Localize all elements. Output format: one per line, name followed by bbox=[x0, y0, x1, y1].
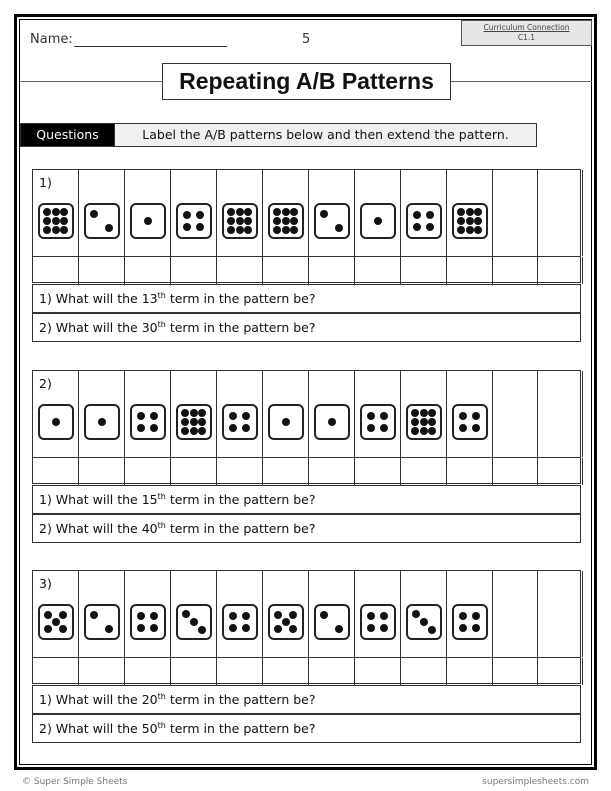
pattern-cell bbox=[217, 371, 263, 457]
question-text-prefix: 1) What will the bbox=[39, 291, 142, 306]
pattern-cell bbox=[309, 170, 355, 256]
die-pip bbox=[289, 625, 297, 633]
question-line[interactable] bbox=[32, 685, 581, 714]
die-pip bbox=[196, 211, 204, 219]
title-rule-left bbox=[20, 81, 162, 82]
label-answer-cell[interactable] bbox=[309, 458, 355, 485]
label-answer-cell[interactable] bbox=[493, 658, 538, 685]
pattern-grid bbox=[32, 570, 581, 684]
die-pip bbox=[236, 217, 244, 225]
label-answer-cell[interactable] bbox=[401, 658, 447, 685]
die-face-4-icon bbox=[222, 404, 258, 440]
die-face-1-icon bbox=[38, 404, 74, 440]
curriculum-code: C1.1 bbox=[517, 33, 536, 42]
label-answer-cell[interactable] bbox=[447, 658, 493, 685]
label-answer-cell[interactable] bbox=[309, 658, 355, 685]
label-answer-cell[interactable] bbox=[217, 658, 263, 685]
label-answer-cell[interactable] bbox=[538, 257, 583, 284]
die-face-4-icon bbox=[452, 604, 488, 640]
label-answer-cell[interactable] bbox=[171, 257, 217, 284]
question-text-prefix: 2) What will the bbox=[39, 320, 142, 335]
label-answer-cell[interactable] bbox=[171, 658, 217, 685]
die-pip bbox=[420, 618, 428, 626]
pattern-cell bbox=[125, 170, 171, 256]
ordinal-suffix: th bbox=[157, 319, 166, 329]
die-pip bbox=[244, 217, 252, 225]
die-pip bbox=[90, 611, 98, 619]
pattern-cell bbox=[79, 170, 125, 256]
questions-instruction: Label the A/B patterns below and then extend the pattern. bbox=[114, 124, 536, 146]
die-pip bbox=[190, 618, 198, 626]
question-text-rest: term in the pattern be? bbox=[165, 320, 316, 335]
pattern-cell bbox=[447, 371, 493, 457]
die-pip bbox=[150, 624, 158, 632]
die-pip bbox=[420, 418, 428, 426]
die-pip bbox=[374, 217, 382, 225]
die-pip bbox=[466, 217, 474, 225]
die-pip bbox=[367, 412, 375, 420]
pattern-cell bbox=[263, 571, 309, 657]
pattern-cell[interactable] bbox=[493, 571, 538, 657]
die-face-9-icon bbox=[268, 203, 304, 239]
label-answer-cell[interactable] bbox=[355, 658, 401, 685]
die-pip bbox=[412, 610, 420, 618]
pattern-cell bbox=[217, 571, 263, 657]
die-pip bbox=[411, 409, 419, 417]
pattern-cell bbox=[33, 371, 79, 457]
question-line[interactable] bbox=[32, 284, 581, 313]
die-pip bbox=[290, 217, 298, 225]
die-pip bbox=[227, 217, 235, 225]
die-pip bbox=[59, 611, 67, 619]
label-answer-cell[interactable] bbox=[125, 458, 171, 485]
die-pip bbox=[181, 427, 189, 435]
label-answer-cell[interactable] bbox=[493, 257, 538, 284]
die-pip bbox=[150, 424, 158, 432]
die-pip bbox=[242, 612, 250, 620]
die-pip bbox=[242, 624, 250, 632]
die-pip bbox=[474, 217, 482, 225]
die-pip bbox=[52, 208, 60, 216]
label-answer-cell[interactable] bbox=[447, 257, 493, 284]
die-pip bbox=[44, 611, 52, 619]
term-number: 13 bbox=[141, 291, 158, 306]
die-pip bbox=[198, 626, 206, 634]
label-answer-cell[interactable] bbox=[493, 458, 538, 485]
die-pip bbox=[59, 625, 67, 633]
label-answer-cell[interactable] bbox=[401, 458, 447, 485]
die-pip bbox=[290, 226, 298, 234]
question-line[interactable] bbox=[32, 714, 581, 743]
label-row bbox=[33, 256, 580, 284]
die-pip bbox=[105, 625, 113, 633]
die-face-4-icon bbox=[360, 604, 396, 640]
die-pip bbox=[380, 612, 388, 620]
die-pip bbox=[227, 208, 235, 216]
die-pip bbox=[90, 210, 98, 218]
pattern-cell bbox=[309, 371, 355, 457]
die-face-9-icon bbox=[406, 404, 442, 440]
title-rule-right bbox=[451, 81, 592, 82]
die-pip bbox=[181, 418, 189, 426]
die-pip bbox=[282, 618, 290, 626]
die-face-2-icon bbox=[84, 604, 120, 640]
die-pip bbox=[472, 412, 480, 420]
pattern-cell bbox=[217, 170, 263, 256]
die-pip bbox=[474, 226, 482, 234]
die-pip bbox=[273, 226, 281, 234]
die-face-5-icon bbox=[268, 604, 304, 640]
die-pip bbox=[428, 418, 436, 426]
die-pip bbox=[457, 217, 465, 225]
pattern-cell bbox=[355, 371, 401, 457]
footer-website: supersimplesheets.com bbox=[482, 777, 589, 787]
questions-label: Questions bbox=[21, 124, 114, 146]
question-text-prefix: 2) What will the bbox=[39, 521, 142, 536]
die-pip bbox=[274, 611, 282, 619]
die-pip bbox=[43, 226, 51, 234]
die-pip bbox=[411, 418, 419, 426]
die-face-2-icon bbox=[314, 604, 350, 640]
die-face-4-icon bbox=[176, 203, 212, 239]
die-pip bbox=[52, 226, 60, 234]
pattern-cell bbox=[401, 571, 447, 657]
question-line[interactable] bbox=[32, 514, 581, 543]
label-answer-cell[interactable] bbox=[171, 458, 217, 485]
label-answer-cell[interactable] bbox=[447, 458, 493, 485]
label-answer-cell[interactable] bbox=[538, 658, 583, 685]
die-pip bbox=[183, 211, 191, 219]
die-pip bbox=[137, 424, 145, 432]
die-pip bbox=[190, 427, 198, 435]
die-pip bbox=[457, 226, 465, 234]
die-pip bbox=[335, 625, 343, 633]
die-pip bbox=[242, 412, 250, 420]
die-pip bbox=[43, 208, 51, 216]
die-face-3-icon bbox=[406, 604, 442, 640]
ordinal-suffix: th bbox=[157, 520, 166, 530]
pattern-cell bbox=[125, 371, 171, 457]
curriculum-connection-box bbox=[461, 20, 592, 46]
question-text-rest: term in the pattern be? bbox=[165, 521, 316, 536]
die-pip bbox=[426, 211, 434, 219]
die-pip bbox=[320, 611, 328, 619]
die-face-4-icon bbox=[130, 604, 166, 640]
label-answer-cell[interactable] bbox=[79, 257, 125, 284]
pattern-cell bbox=[355, 170, 401, 256]
die-pip bbox=[428, 626, 436, 634]
label-answer-cell[interactable] bbox=[79, 658, 125, 685]
pattern-cell bbox=[171, 170, 217, 256]
label-answer-cell[interactable] bbox=[125, 257, 171, 284]
die-face-9-icon bbox=[38, 203, 74, 239]
question-line[interactable] bbox=[32, 485, 581, 514]
label-answer-cell[interactable] bbox=[125, 658, 171, 685]
die-pip bbox=[273, 208, 281, 216]
die-pip bbox=[229, 612, 237, 620]
term-number: 50 bbox=[141, 721, 158, 736]
die-pip bbox=[60, 226, 68, 234]
pattern-grid bbox=[32, 370, 581, 484]
name-field-line[interactable] bbox=[74, 46, 227, 47]
die-face-1-icon bbox=[84, 404, 120, 440]
label-answer-cell[interactable] bbox=[309, 257, 355, 284]
pattern-cell bbox=[125, 571, 171, 657]
die-pip bbox=[60, 208, 68, 216]
pattern-cell bbox=[263, 170, 309, 256]
die-pip bbox=[273, 217, 281, 225]
label-answer-cell[interactable] bbox=[33, 458, 79, 485]
die-face-9-icon bbox=[452, 203, 488, 239]
pattern-cell bbox=[33, 170, 79, 256]
die-face-1-icon bbox=[314, 404, 350, 440]
die-face-1-icon bbox=[360, 203, 396, 239]
term-number: 15 bbox=[141, 492, 158, 507]
die-pip bbox=[198, 427, 206, 435]
pattern-cell[interactable] bbox=[493, 170, 538, 256]
die-pip bbox=[229, 624, 237, 632]
die-pip bbox=[44, 625, 52, 633]
die-pip bbox=[413, 211, 421, 219]
die-pip bbox=[229, 424, 237, 432]
label-answer-cell[interactable] bbox=[538, 458, 583, 485]
die-pip bbox=[380, 424, 388, 432]
die-pip bbox=[459, 412, 467, 420]
die-pip bbox=[182, 610, 190, 618]
ordinal-suffix: th bbox=[157, 491, 166, 501]
pattern-cell bbox=[355, 571, 401, 657]
die-pip bbox=[472, 624, 480, 632]
problem-label: 1) bbox=[39, 175, 52, 190]
pattern-cell bbox=[447, 170, 493, 256]
die-pip bbox=[420, 427, 428, 435]
pattern-cell[interactable] bbox=[538, 170, 583, 256]
question-line[interactable] bbox=[32, 313, 581, 342]
die-pip bbox=[459, 612, 467, 620]
die-pip bbox=[459, 424, 467, 432]
page-number: 5 bbox=[302, 32, 311, 47]
label-row bbox=[33, 457, 580, 485]
die-face-4-icon bbox=[360, 404, 396, 440]
name-label: Name: bbox=[30, 32, 73, 47]
pattern-cell bbox=[447, 571, 493, 657]
label-answer-cell[interactable] bbox=[355, 458, 401, 485]
die-pip bbox=[52, 418, 60, 426]
die-pip bbox=[428, 427, 436, 435]
question-text-rest: term in the pattern be? bbox=[165, 492, 316, 507]
pattern-cell bbox=[79, 571, 125, 657]
ordinal-suffix: th bbox=[157, 720, 166, 730]
pattern-grid bbox=[32, 169, 581, 283]
pattern-cell[interactable] bbox=[538, 371, 583, 457]
die-pip bbox=[190, 418, 198, 426]
die-pip bbox=[98, 418, 106, 426]
die-pip bbox=[290, 208, 298, 216]
die-pip bbox=[52, 217, 60, 225]
die-pip bbox=[466, 208, 474, 216]
questions-bar bbox=[20, 123, 537, 147]
problem-label: 3) bbox=[39, 576, 52, 591]
pattern-cell bbox=[309, 571, 355, 657]
ordinal-suffix: th bbox=[157, 691, 166, 701]
die-face-3-icon bbox=[176, 604, 212, 640]
label-row bbox=[33, 657, 580, 685]
die-pip bbox=[198, 418, 206, 426]
die-face-5-icon bbox=[38, 604, 74, 640]
die-pip bbox=[320, 210, 328, 218]
die-pip bbox=[380, 412, 388, 420]
die-pip bbox=[105, 224, 113, 232]
die-pip bbox=[328, 418, 336, 426]
die-pip bbox=[236, 208, 244, 216]
label-answer-cell[interactable] bbox=[263, 458, 309, 485]
die-pip bbox=[282, 208, 290, 216]
die-pip bbox=[472, 424, 480, 432]
die-pip bbox=[137, 624, 145, 632]
die-face-4-icon bbox=[406, 203, 442, 239]
die-pip bbox=[472, 612, 480, 620]
die-face-9-icon bbox=[176, 404, 212, 440]
label-answer-cell[interactable] bbox=[263, 257, 309, 284]
die-pip bbox=[236, 226, 244, 234]
question-text-prefix: 1) What will the bbox=[39, 692, 142, 707]
curriculum-label: Curriculum Connection bbox=[483, 23, 570, 32]
page-title: Repeating A/B Patterns bbox=[162, 63, 451, 100]
die-pip bbox=[137, 412, 145, 420]
die-pip bbox=[227, 226, 235, 234]
problem-label: 2) bbox=[39, 376, 52, 391]
pattern-cell[interactable] bbox=[538, 571, 583, 657]
label-answer-cell[interactable] bbox=[33, 658, 79, 685]
die-face-1-icon bbox=[130, 203, 166, 239]
die-pip bbox=[190, 409, 198, 417]
die-pip bbox=[181, 409, 189, 417]
term-number: 40 bbox=[141, 521, 158, 536]
term-number: 30 bbox=[141, 320, 158, 335]
die-pip bbox=[274, 625, 282, 633]
pattern-cell bbox=[263, 371, 309, 457]
die-face-4-icon bbox=[130, 404, 166, 440]
die-pip bbox=[367, 612, 375, 620]
die-pip bbox=[137, 612, 145, 620]
die-pip bbox=[52, 618, 60, 626]
die-face-2-icon bbox=[84, 203, 120, 239]
pattern-cell[interactable] bbox=[493, 371, 538, 457]
question-text-rest: term in the pattern be? bbox=[165, 721, 316, 736]
die-pip bbox=[144, 217, 152, 225]
question-text-rest: term in the pattern be? bbox=[165, 291, 316, 306]
label-answer-cell[interactable] bbox=[401, 257, 447, 284]
die-pip bbox=[282, 226, 290, 234]
pattern-cell bbox=[171, 371, 217, 457]
die-pip bbox=[459, 624, 467, 632]
die-pip bbox=[242, 424, 250, 432]
pattern-cell bbox=[401, 371, 447, 457]
die-pip bbox=[198, 409, 206, 417]
die-face-2-icon bbox=[314, 203, 350, 239]
die-face-9-icon bbox=[222, 203, 258, 239]
die-pip bbox=[457, 208, 465, 216]
die-face-4-icon bbox=[452, 404, 488, 440]
die-pip bbox=[150, 412, 158, 420]
die-pip bbox=[466, 226, 474, 234]
question-text-prefix: 2) What will the bbox=[39, 721, 142, 736]
die-face-1-icon bbox=[268, 404, 304, 440]
label-answer-cell[interactable] bbox=[79, 458, 125, 485]
pattern-cell bbox=[401, 170, 447, 256]
label-answer-cell[interactable] bbox=[217, 458, 263, 485]
footer-copyright: © Super Simple Sheets bbox=[22, 777, 128, 787]
die-pip bbox=[282, 418, 290, 426]
ordinal-suffix: th bbox=[157, 290, 166, 300]
label-answer-cell[interactable] bbox=[263, 658, 309, 685]
term-number: 20 bbox=[141, 692, 158, 707]
die-pip bbox=[43, 217, 51, 225]
die-pip bbox=[411, 427, 419, 435]
die-pip bbox=[289, 611, 297, 619]
pattern-cell bbox=[79, 371, 125, 457]
die-pip bbox=[183, 223, 191, 231]
die-pip bbox=[420, 409, 428, 417]
die-pip bbox=[335, 224, 343, 232]
die-pip bbox=[244, 208, 252, 216]
die-pip bbox=[474, 208, 482, 216]
question-text-rest: term in the pattern be? bbox=[165, 692, 316, 707]
die-pip bbox=[428, 409, 436, 417]
die-pip bbox=[367, 424, 375, 432]
die-pip bbox=[367, 624, 375, 632]
label-answer-cell[interactable] bbox=[355, 257, 401, 284]
die-pip bbox=[60, 217, 68, 225]
die-pip bbox=[426, 223, 434, 231]
die-pip bbox=[380, 624, 388, 632]
die-face-4-icon bbox=[222, 604, 258, 640]
pattern-cell bbox=[33, 571, 79, 657]
question-text-prefix: 1) What will the bbox=[39, 492, 142, 507]
die-pip bbox=[244, 226, 252, 234]
die-pip bbox=[196, 223, 204, 231]
label-answer-cell[interactable] bbox=[217, 257, 263, 284]
die-pip bbox=[150, 612, 158, 620]
label-answer-cell[interactable] bbox=[33, 257, 79, 284]
pattern-cell bbox=[171, 571, 217, 657]
die-pip bbox=[413, 223, 421, 231]
die-pip bbox=[282, 217, 290, 225]
die-pip bbox=[229, 412, 237, 420]
